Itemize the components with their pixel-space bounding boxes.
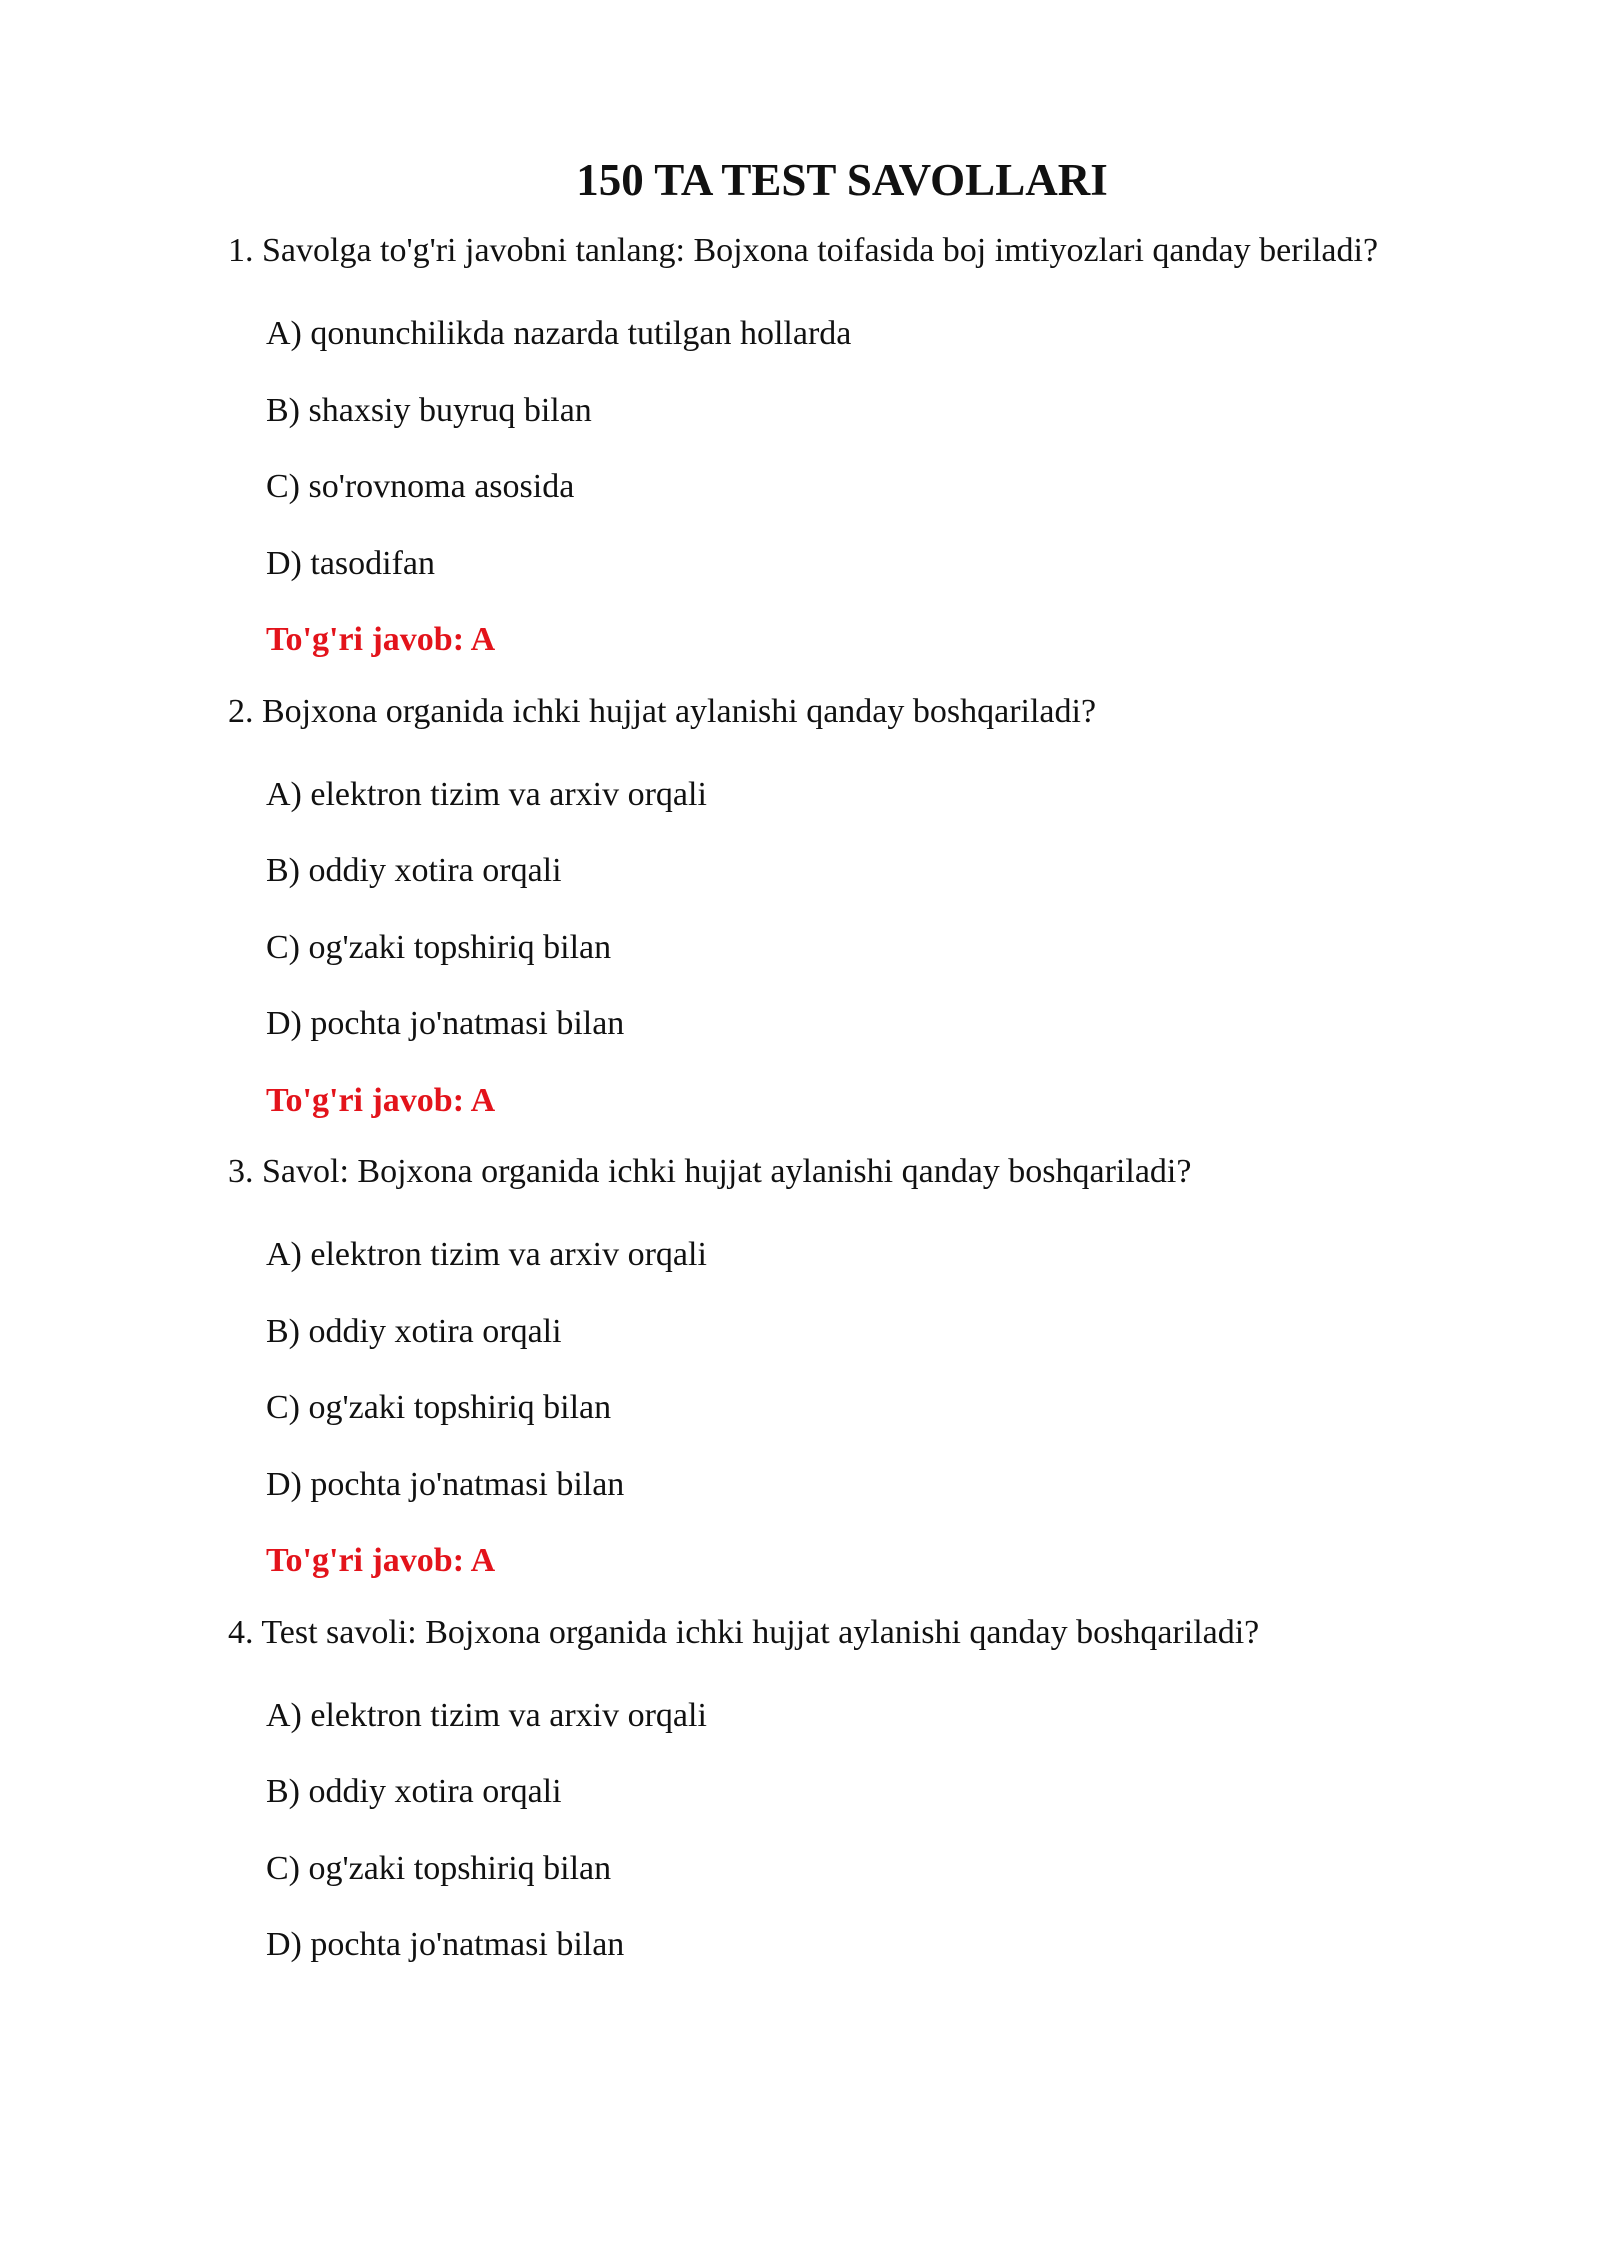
option-a: A) elektron tizim va arxiv orqali [266, 775, 707, 813]
correct-answer: To'g'ri javob: A [266, 621, 496, 658]
option-c: C) og'zaki topshiriq bilan [266, 1849, 612, 1887]
option-c: C) so'rovnoma asosida [266, 468, 575, 505]
document-title: 150 TA TEST SAVOLLARI [576, 155, 1108, 205]
option-a: A) elektron tizim va arxiv orqali [266, 1236, 707, 1273]
option-b: B) oddiy xotira orqali [266, 1773, 562, 1810]
option-d: D) tasodifan [266, 544, 436, 582]
option-c: C) og'zaki topshiriq bilan [266, 1389, 612, 1426]
option-b: B) oddiy xotira orqali [266, 852, 562, 889]
option-a: A) qonunchilikda nazarda tutilgan hollarda [266, 315, 852, 352]
question-3 [228, 1139, 1400, 1600]
answer-options [228, 1678, 1400, 1984]
question-2 [228, 679, 1400, 1140]
option-a: A) elektron tizim va arxiv orqali [266, 1696, 707, 1734]
correct-answer: To'g'ri javob: A [266, 1542, 496, 1579]
answer-options [228, 296, 1400, 602]
option-d: D) pochta jo'natmasi bilan [266, 1005, 625, 1042]
question-4 [228, 1600, 1400, 1984]
option-c: C) og'zaki topshiriq bilan [266, 928, 612, 966]
correct-answer: To'g'ri javob: A [266, 1081, 496, 1119]
question-text: 4. Test savoli: Bojxona organida ichki hujjat aylanishi qanday boshqariladi? [228, 1613, 1260, 1651]
option-b: B) shaxsiy buyruq bilan [266, 391, 592, 429]
option-d: D) pochta jo'natmasi bilan [266, 1926, 625, 1963]
answer-options [228, 1217, 1400, 1523]
question-text: 3. Savol: Bojxona organida ichki hujjat aylanishi qanday boshqariladi? [228, 1153, 1192, 1190]
question-text: 2. Bojxona organida ichki hujjat aylanishi qanday boshqariladi? [228, 692, 1097, 730]
answer-options [228, 757, 1400, 1063]
option-d: D) pochta jo'natmasi bilan [266, 1465, 625, 1503]
option-b: B) oddiy xotira orqali [266, 1312, 562, 1350]
question-1 [228, 218, 1400, 679]
question-text: 1. Savolga to'g'ri javobni tanlang: Bojxona toifasida boj imtiyozlari qanday beriladi? [228, 232, 1379, 269]
